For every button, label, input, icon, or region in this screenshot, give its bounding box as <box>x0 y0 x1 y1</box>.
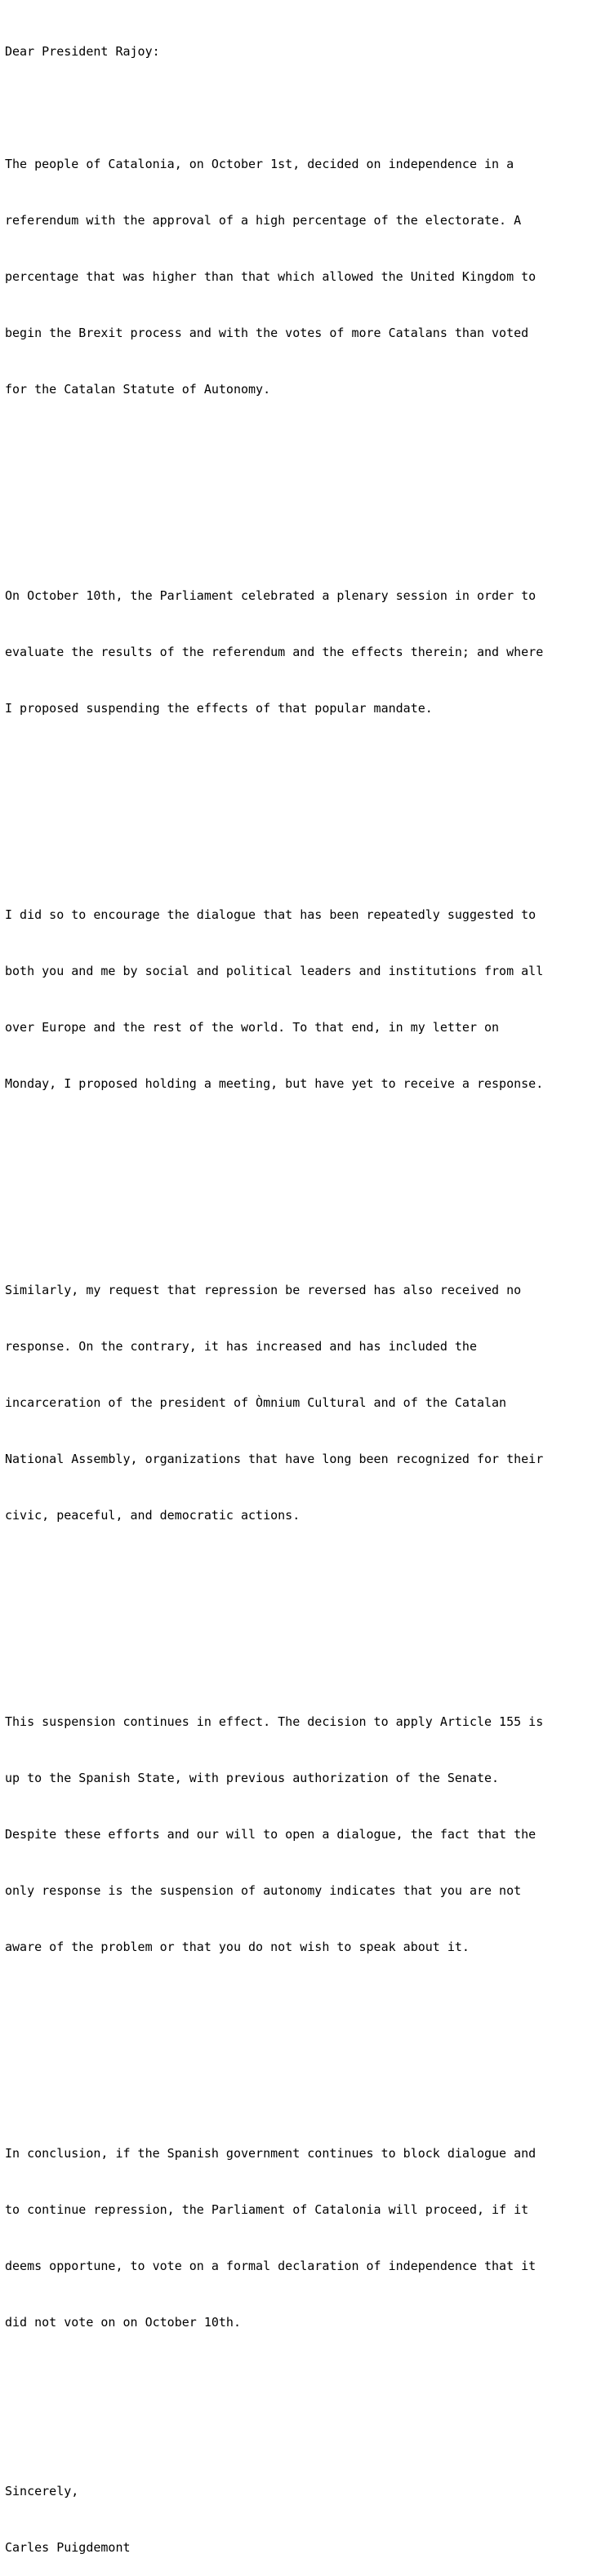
paragraph-line: I did so to encourage the dialogue that has been repeatedly suggested to <box>5 907 537 922</box>
paragraph-line: for the Catalan Statute of Autonomy. <box>5 382 271 397</box>
paragraph-line: Monday, I proposed holding a meeting, but have yet to receive a response. <box>5 1076 544 1091</box>
paragraph-line: response. On the contrary, it has increased and has included the <box>5 1339 477 1354</box>
paragraph-line: over Europe and the rest of the world. To that end, in my letter on <box>5 1020 500 1035</box>
paragraph-line: civic, peaceful, and democratic actions. <box>5 1508 301 1523</box>
paragraph-gap <box>5 1168 610 1187</box>
paragraph-line: incarceration of the president of Òmnium Cultural and of the Catalan <box>5 1395 507 1410</box>
paragraph-line: begin the Brexit process and with the votes of more Catalans than voted <box>5 326 529 340</box>
paragraph-line: This suspension continues in effect. The decision to apply Article 155 is <box>5 1714 544 1729</box>
paragraph-line: only response is the suspension of autonomy indicates that you are not <box>5 1883 522 1898</box>
paragraph-line: I proposed suspending the effects of that popular mandate. <box>5 701 433 716</box>
paragraph-6 <box>5 2107 610 2370</box>
paragraph-line: did not vote on on October 10th. <box>5 2315 241 2330</box>
paragraph-line: up to the Spanish State, with previous authorization of the Senate. <box>5 1771 500 1785</box>
salutation: Dear President Rajoy: <box>5 44 160 59</box>
paragraph-line: Similarly, my request that repression be reversed has also received no <box>5 1283 522 1297</box>
paragraph-line: National Assembly, organizations that have long been recognized for their <box>5 1452 544 1466</box>
paragraph-line: deems opportune, to vote on a formal declaration of independence that it <box>5 2259 537 2273</box>
paragraph-3 <box>5 868 610 1131</box>
paragraph-line: On October 10th, the Parliament celebrated a plenary session in order to <box>5 588 537 603</box>
paragraph-1 <box>5 117 610 437</box>
signature: Carles Puigdemont <box>5 2540 131 2555</box>
paragraph-gap <box>5 2407 610 2426</box>
paragraph-gap <box>5 2032 610 2051</box>
paragraph-5 <box>5 1675 610 1994</box>
paragraph-line: percentage that was higher than that which allowed the United Kingdom to <box>5 269 537 284</box>
paragraph-line: referendum with the approval of a high percentage of the electorate. A <box>5 213 522 228</box>
paragraph-gap <box>5 474 610 493</box>
paragraph-gap <box>5 1600 610 1619</box>
paragraph-line: The people of Catalonia, on October 1st, decided on independence in a <box>5 157 514 171</box>
paragraph-line: evaluate the results of the referendum and the effects therein; and where <box>5 645 544 659</box>
paragraph-4 <box>5 1244 610 1563</box>
paragraph-line: both you and me by social and political leaders and institutions from all <box>5 964 544 978</box>
paragraph-line: In conclusion, if the Spanish government continues to block dialogue and <box>5 2146 537 2161</box>
closing: Sincerely, <box>5 2484 79 2498</box>
paragraph-line: aware of the problem or that you do not wish to speak about it. <box>5 1940 470 1954</box>
paragraph-2 <box>5 549 610 756</box>
paragraph-line: to continue repression, the Parliament of Catalonia will proceed, if it <box>5 2202 529 2217</box>
paragraph-gap <box>5 793 610 812</box>
paragraph-line: Despite these efforts and our will to open a dialogue, the fact that the <box>5 1827 537 1842</box>
